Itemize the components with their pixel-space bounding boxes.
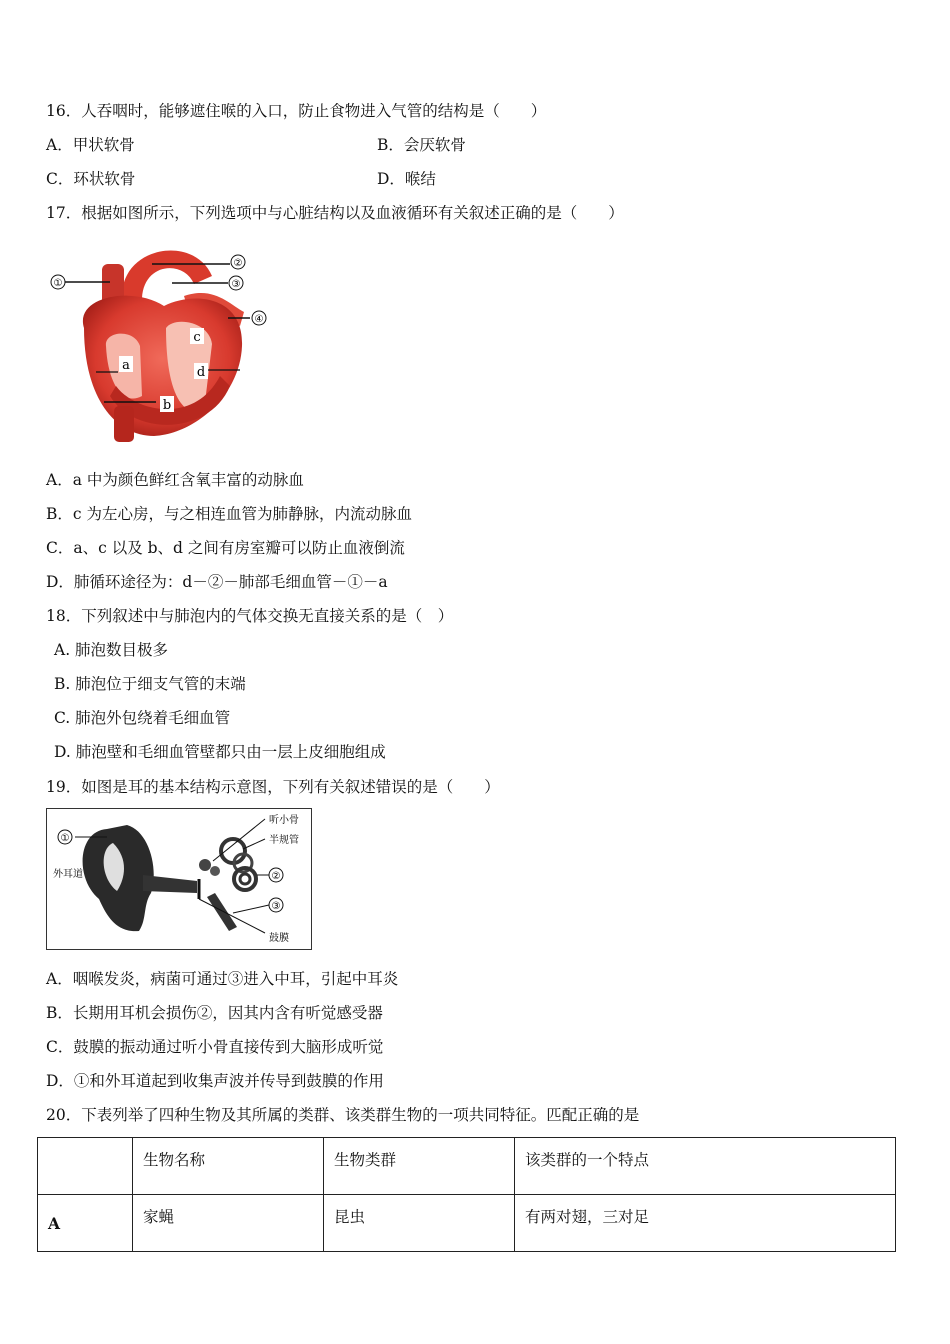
q18-option-d: D. 肺泡壁和毛细血管壁都只由一层上皮细胞组成 bbox=[54, 743, 386, 761]
q17-option-a: A．a 中为颜色鲜红含氧丰富的动脉血 bbox=[46, 471, 304, 489]
q19-option-a: A．咽喉发炎，病菌可通过③进入中耳，引起中耳炎 bbox=[46, 970, 399, 988]
ear-label-ossicles: 听小骨 bbox=[269, 815, 299, 826]
q16-option-d: D．喉结 bbox=[377, 170, 436, 188]
heart-label-b: b bbox=[162, 398, 172, 413]
table-cell: A bbox=[38, 1195, 133, 1252]
ear-diagram-frame bbox=[46, 808, 312, 950]
ear-label-1: ① bbox=[60, 833, 70, 844]
table-header-row bbox=[38, 1138, 896, 1195]
q17-stem: 17．根据如图所示，下列选项中与心脏结构以及血液循环有关叙述正确的是（ ） bbox=[46, 204, 624, 222]
table-header-cell bbox=[38, 1138, 133, 1195]
q18-option-c: C. 肺泡外包绕着毛细血管 bbox=[54, 709, 231, 727]
table-cell: 家蝇 bbox=[133, 1195, 324, 1252]
q19-option-b: B．长期用耳机会损伤②，因其内含有听觉感受器 bbox=[46, 1004, 383, 1022]
heart-label-a: a bbox=[122, 358, 130, 373]
q17-option-c: C．a、c 以及 b、d 之间有房室瓣可以防止血液倒流 bbox=[46, 539, 405, 557]
heart-diagram bbox=[44, 236, 276, 446]
heart-label-d: d bbox=[196, 365, 206, 380]
q20-stem: 20．下表列举了四种生物及其所属的类群、该类群生物的一项共同特征。匹配正确的是 bbox=[46, 1106, 640, 1124]
q17-option-d: D．肺循环途径为：d－②－肺部毛细血管－①－a bbox=[46, 573, 388, 591]
q16-stem: 16．人吞咽时，能够遮住喉的入口，防止食物进入气管的结构是（ ） bbox=[46, 102, 547, 120]
ear-label-eardrum: 鼓膜 bbox=[269, 933, 289, 944]
heart-label-c: c bbox=[193, 330, 201, 345]
q19-option-c: C．鼓膜的振动通过听小骨直接传到大脑形成听觉 bbox=[46, 1038, 384, 1056]
table-cell: 有两对翅，三对足 bbox=[515, 1195, 896, 1252]
ear-label-outer-canal: 外耳道 bbox=[53, 869, 83, 880]
ear-label-2: ② bbox=[271, 871, 281, 882]
heart-label-3: ③ bbox=[231, 279, 241, 290]
q18-option-b: B. 肺泡位于细支气管的末端 bbox=[54, 675, 246, 693]
table-header-cell: 该类群的一个特点 bbox=[515, 1138, 896, 1195]
table-header-cell: 生物类群 bbox=[324, 1138, 515, 1195]
table-row bbox=[38, 1195, 896, 1252]
heart-label-4: ④ bbox=[254, 314, 264, 325]
q19-option-d: D．①和外耳道起到收集声波并传导到鼓膜的作用 bbox=[46, 1072, 384, 1090]
table-cell: 昆虫 bbox=[324, 1195, 515, 1252]
q19-stem: 19．如图是耳的基本结构示意图，下列有关叙述错误的是（ ） bbox=[46, 778, 500, 796]
heart-label-2: ② bbox=[233, 258, 243, 269]
heart-label-1: ① bbox=[53, 278, 63, 289]
ear-diagram bbox=[47, 809, 311, 949]
q16-option-b: B．会厌软骨 bbox=[377, 136, 466, 154]
q16-option-a: A．甲状软骨 bbox=[46, 136, 135, 154]
q16-option-c: C．环状软骨 bbox=[46, 170, 136, 188]
ear-label-semicircular-canals: 半规管 bbox=[269, 835, 299, 846]
table-header-cell: 生物名称 bbox=[133, 1138, 324, 1195]
q18-stem: 18．下列叙述中与肺泡内的气体交换无直接关系的是（ ） bbox=[46, 607, 454, 625]
ear-label-3: ③ bbox=[271, 901, 281, 912]
q20-table bbox=[37, 1137, 896, 1252]
q18-option-a: A. 肺泡数目极多 bbox=[54, 641, 169, 659]
q17-option-b: B．c 为左心房，与之相连血管为肺静脉，内流动脉血 bbox=[46, 505, 412, 523]
